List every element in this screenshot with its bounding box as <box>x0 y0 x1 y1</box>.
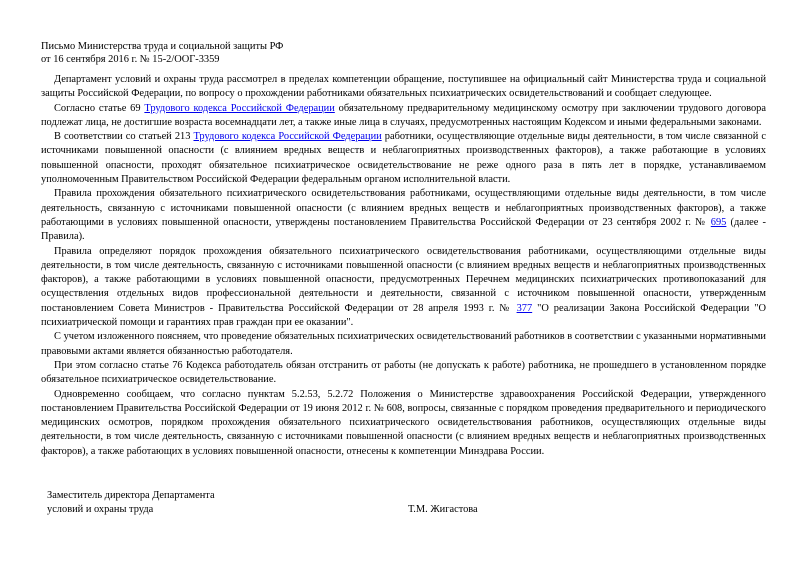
labor-code-link-2[interactable]: Трудового кодекса Российской Федерации <box>193 131 382 143</box>
paragraph-2-end: обязательному предварительному медицинскому осмотру при заключении трудового договора подлежат лица, не достигшие возраста восемнадцати лет, а также иные лица в случаях, предусмотренных настоящим Кодексом и иными федеральными законами. <box>41 102 766 128</box>
paragraph-2 <box>41 102 766 131</box>
document-body <box>41 73 766 459</box>
paragraph-3 <box>41 130 766 187</box>
header-title: Письмо Министерства труда и социальной защиты РФ <box>41 41 284 52</box>
paragraph-4-start: Правила прохождения обязательного психиатрического освидетельствования работниками, осуществляющими отдельные виды деятельности, в том числе деятельность, связанную с источниками повышенной опасности (с влиянием вредных веществ и неблагоприятных производственных факторов), а также работающими в условиях повышенной опасности, утверждены постановлением Правительства Российской Федерации от 23 сентября 2002 г. № <box>41 188 766 228</box>
paragraph-4-end: (далее - Правила). <box>41 216 766 243</box>
signatory-title-line-1: Заместитель директора Департамента <box>47 490 215 501</box>
header-date-number: от 16 сентября 2016 г. № 15-2/ООГ-3359 <box>41 54 220 65</box>
paragraph-8: Одновременно сообщаем, что согласно пунктам 5.2.53, 5.2.72 Положения о Министерстве здравоохранения Российской Федерации, утвержденного постановлением Правительства Российской Федерации от 19 июня 2012 г. № 608, вопросы, связанные с порядком проведения предварительного и периодического медицинских осмотров, порядком прохождения обязательного психиатрического освидетельствования работников, осуществляющих отдельные виды деятельности, в том числе деятельность, связанную с источниками повышенной опасности (с влиянием вредных веществ и неблагоприятных производственных факторов), а также работающих в условиях повышенной опасности, отнесены к компетенции Минздрава России. <box>41 388 766 457</box>
paragraph-5-end: "О реализации Закона Российской Федерации "О психиатрической помощи и гарантиях прав граждан при ее оказании". <box>41 302 766 329</box>
paragraph-6: С учетом изложенного поясняем, что проведение обязательных психиатрических освидетельствований работников в соответствии с указанными нормативными правовыми актами является обязанностью работодателя. <box>41 331 766 357</box>
resolution-377-link[interactable]: 377 <box>516 302 533 314</box>
paragraph-4 <box>41 187 766 244</box>
paragraph-5-start: Правила определяют порядок прохождения обязательного психиатрического освидетельствования работниками, осуществляющими отдельные виды деятельности, в том числе деятельность, связанную с источниками повышенной опасности (с влиянием вредных веществ и неблагоприятных производственных факторов), а также работающими в условиях повышенной опасности, предусмотренных Перечнем медицинских психиатрических противопоказаний для осуществления отдельных видов профессиональной деятельности и деятельности, связанной с источником повышенной опасности, утвержденным постановлением Совета Министров - Правительства Российской Федерации от 28 апреля 1993 г. № <box>41 245 766 314</box>
resolution-695-link[interactable]: 695 <box>710 216 727 228</box>
paragraph-7: При этом согласно статье 76 Кодекса работодатель обязан отстранить от работы (не допускать к работе) работника, не прошедшего в установленном порядке обязательное психиатрическое освидетельствование. <box>41 359 766 386</box>
paragraph-3-start: В соответствии со статьей 213 <box>54 131 194 143</box>
paragraph-3-end: работники, осуществляющие отдельные виды деятельности, в том числе связанной с источниками повышенной опасности (с влиянием вредных веществ и неблагоприятных производственных факторов), а также работающие в условиях повышенной опасности, проходят обязательное психиатрическое освидетельствование не реже одного раза в пять лет в порядке, устанавливаемом уполномоченным Правительством Российской Федерации федеральным органом исполнительной власти. <box>41 131 766 186</box>
labor-code-link[interactable]: Трудового кодекса Российской Федерации <box>144 102 335 114</box>
paragraph-5 <box>41 245 766 331</box>
document-header <box>41 40 283 66</box>
paragraph-2-start: Согласно статье 69 <box>54 102 145 114</box>
signature-block <box>47 489 787 518</box>
signatory-name: Т.М. Жигастова <box>408 504 478 515</box>
paragraph-1: Департамент условий и охраны труда рассмотрел в пределах компетенции обращение, поступившее на официальный сайт Министерства труда и социальной защиты Российской Федерации, по вопросу о прохождении работниками обязательных психиатрических освидетельствований и сообщает следующее. <box>41 74 766 100</box>
signatory-title-line-2: условий и охраны труда <box>47 504 154 516</box>
